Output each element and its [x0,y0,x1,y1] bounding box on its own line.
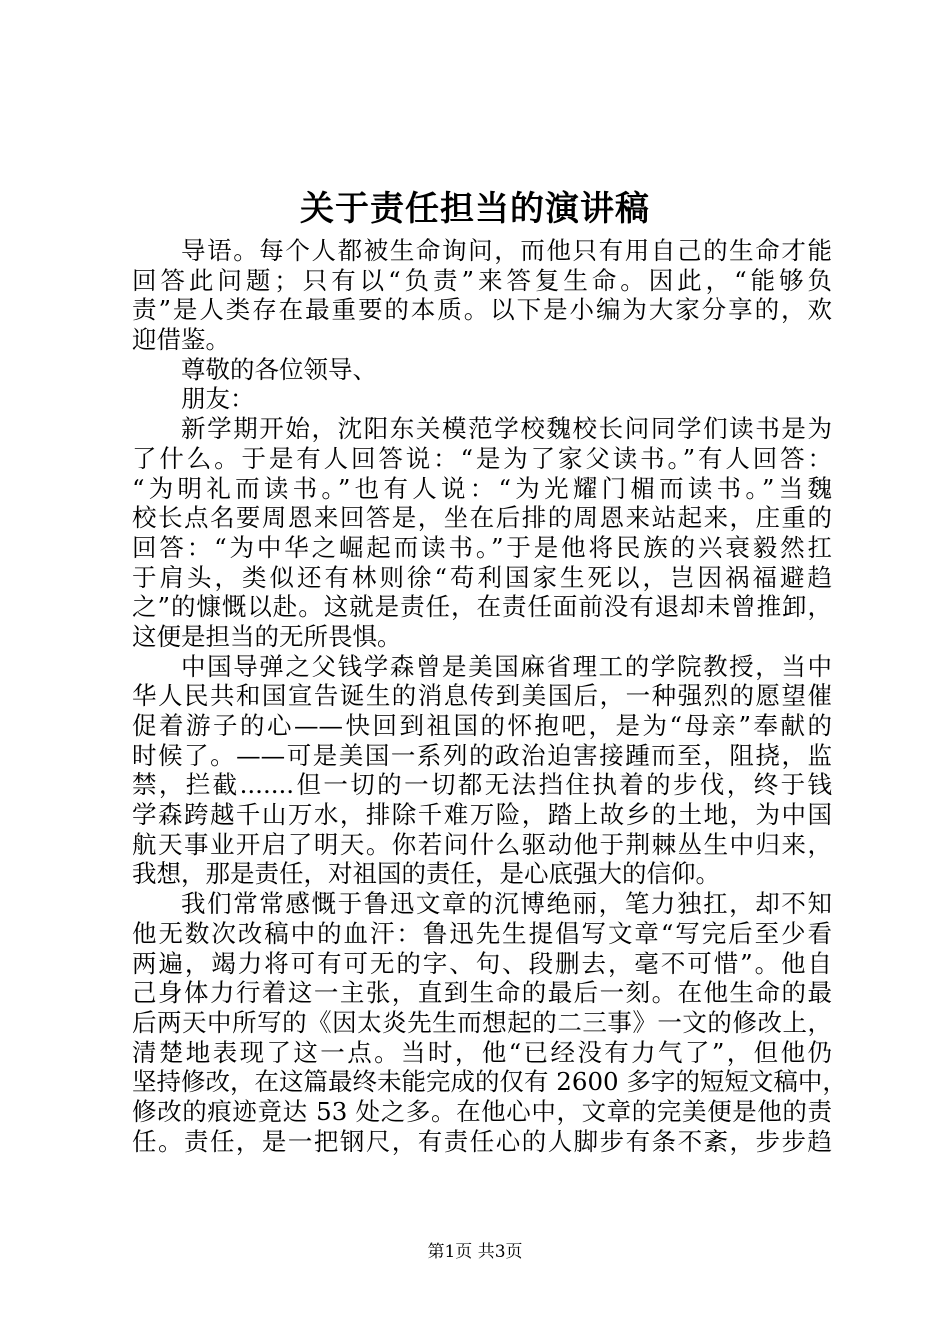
text-line: 促着游子的心——快回到祖国的怀抱吧，是为“母亲”奉献的 [132,711,832,740]
text-line: 导语。每个人都被生命询问，而他只有用自己的生命才能 [181,236,832,265]
text-line: 修改的痕迹竟达 53 处之多。在他心中，文章的完美便是他的责 [132,1096,832,1126]
text-line: 迎借鉴。 [132,325,230,355]
text-line: 尊敬的各位领导、 [181,354,377,384]
text-line: 新学期开始，沈阳东关模范学校魏校长问同学们读书是为 [181,414,832,444]
text-line: 这便是担当的无所畏惧。 [132,621,402,651]
text-line: 我想，那是责任，对祖国的责任，是心底强大的信仰。 [132,859,720,889]
text-line: 他无数次改稿中的血汗：鲁迅先生提倡写文章“写完后至少看 [132,918,832,948]
text-line: 于肩头，类似还有林则徐“苟利国家生死以，岂因祸福避趋 [132,562,832,592]
text-line: 回答此问题；只有以“负责”来答复生命。因此，“能够负 [132,265,832,295]
text-line: “为明礼而读书。”也有人说：“为光耀门楣而读书。”当魏 [132,473,832,503]
text-line: 两遍，竭力将可有可无的字、句、段删去，毫不可惜”。他自 [132,948,832,978]
document-title: 关于责任担当的演讲稿 [300,189,650,229]
text-line: 责”是人类存在最重要的本质。以下是小编为大家分享的，欢 [132,295,832,325]
text-line: 我们常常感慨于鲁迅文章的沉博绝丽，笔力独扛，却不知 [181,889,832,919]
text-line: 航天事业开启了明天。你若问什么驱动他于荆棘丛生中归来， [132,829,832,859]
page-number-footer: 第1页 共3页 [427,1242,523,1262]
text-line: 任。责任，是一把钢尺，有责任心的人脚步有条不紊，步步趋 [132,1126,832,1156]
text-line: 了什么。于是有人回答说：“是为了家父读书。”有人回答： [132,443,832,473]
text-line: 时候了。——可是美国一系列的政治迫害接踵而至，阻挠，监 [132,740,832,770]
text-line: 校长点名要周恩来回答是，坐在后排的周恩来站起来，庄重的 [132,503,832,533]
text-line: 朋友： [181,384,255,414]
text-line: 后两天中所写的《因太炎先生而想起的二三事》一文的修改上， [132,1007,832,1037]
text-line: 回答：“为中华之崛起而读书。”于是他将民族的兴衰毅然扛 [132,532,832,562]
text-line: 学森跨越千山万水，排除千难万险，踏上故乡的土地，为中国 [132,800,832,830]
text-line: 中国导弹之父钱学森曾是美国麻省理工的学院教授，当中 [181,651,832,681]
text-line: 禁，拦截.......但一切的一切都无法挡住执着的步伐，终于钱 [132,770,832,800]
text-line: 华人民共和国宣告诞生的消息传到美国后，一种强烈的愿望催 [132,681,832,711]
text-line: 之”的慷慨以赴。这就是责任，在责任面前没有退却未曾推卸， [132,592,832,622]
document-body [132,236,847,1156]
text-line: 己身体力行着这一主张，直到生命的最后一刻。在他生命的最 [132,978,832,1008]
text-line: 坚持修改，在这篇最终未能完成的仅有 2600 多字的短短文稿中， [132,1067,847,1097]
text-line: 清楚地表现了这一点。当时，他“已经没有力气了”，但他仍 [132,1037,832,1067]
